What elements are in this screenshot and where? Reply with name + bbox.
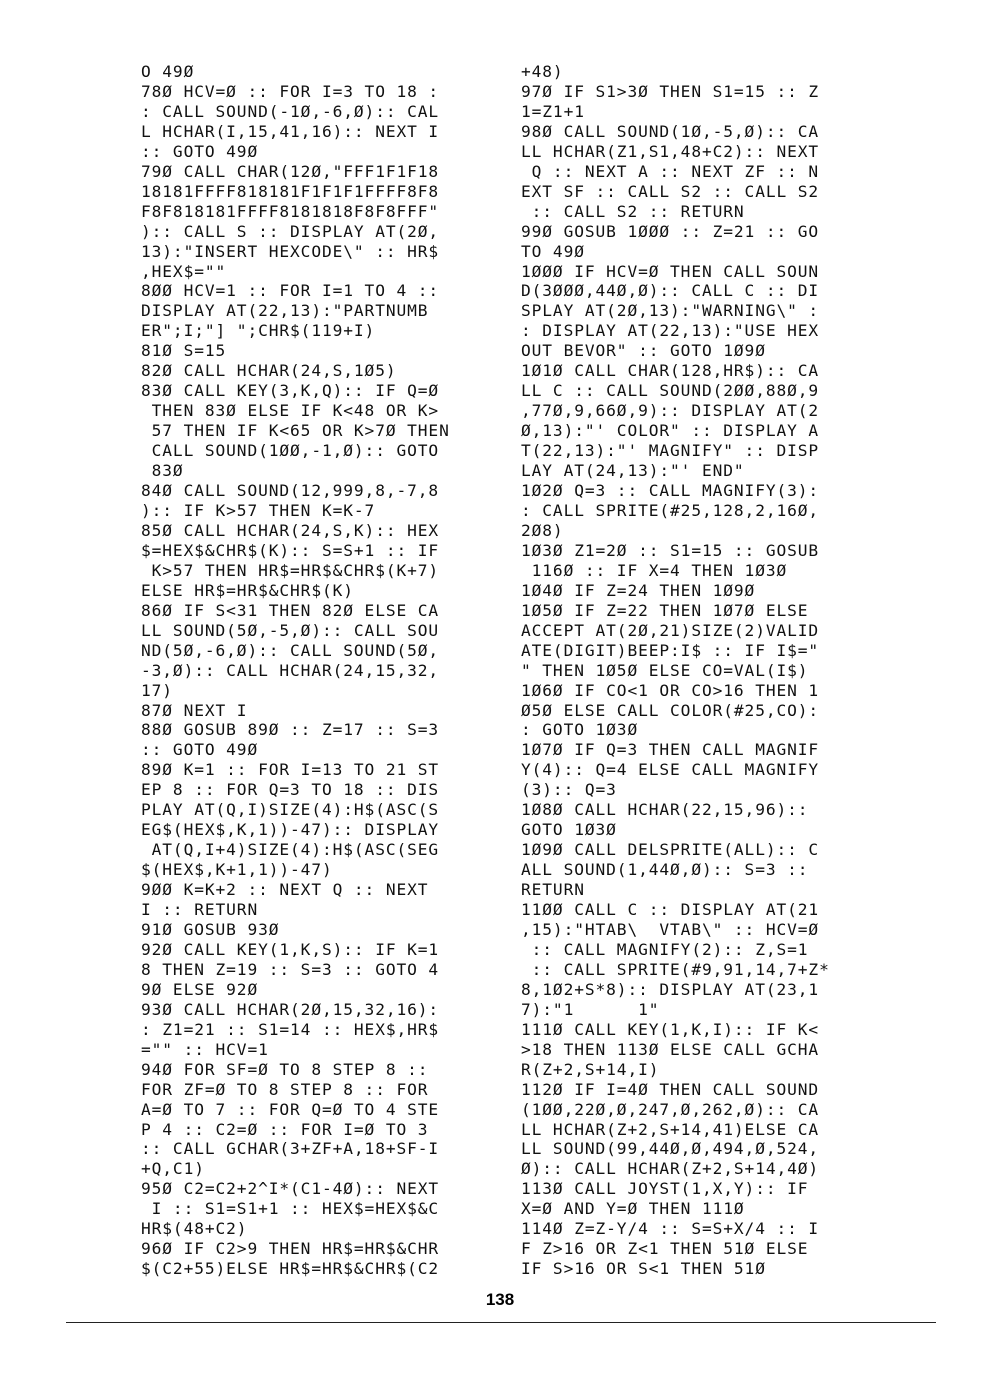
code-line: +Q,C1) <box>141 1159 205 1179</box>
code-line: 84Ø CALL SOUND(12,999,8,-7,8 <box>141 481 440 501</box>
code-line: +48) <box>521 62 564 81</box>
code-line: 81Ø S=15 <box>141 341 227 361</box>
code-line: LL HCHAR(Z1,S1,48+C2):: NEXT <box>521 141 820 161</box>
code-line: TO 49Ø <box>521 241 585 261</box>
code-line: 1Ø1Ø CALL CHAR(128,HR$):: CA <box>521 361 820 381</box>
code-line: 78Ø HCV=Ø :: FOR I=3 TO 18 : <box>141 81 440 101</box>
code-line: 1Ø9Ø CALL DELSPRITE(ALL):: C <box>521 840 820 860</box>
code-line: DISPLAY AT(22,13):"PARTNUMB <box>141 301 429 321</box>
code-line: -3,Ø):: CALL HCHAR(24,15,32, <box>141 660 440 680</box>
code-line: IF S>16 OR S<1 THEN 51Ø <box>521 1259 766 1279</box>
code-line: 8ØØ HCV=1 :: FOR I=1 TO 4 :: <box>141 281 440 301</box>
code-line: 18181FFFF818181F1F1F1FFFF8F8 <box>141 181 440 201</box>
code-line: ELSE HR$=HR$&CHR$(K) <box>141 580 354 600</box>
code-line: EG$(HEX$,K,1))-47):: DISPLAY <box>141 820 440 840</box>
code-line: (3):: Q=3 <box>521 780 617 800</box>
code-line: 83Ø <box>141 461 184 481</box>
code-line: FOR ZF=Ø TO 8 STEP 8 :: FOR <box>141 1079 429 1099</box>
code-line: 116Ø :: IF X=4 THEN 1Ø3Ø <box>521 560 788 580</box>
code-line: I :: S1=S1+1 :: HEX$=HEX$&C <box>141 1199 440 1219</box>
code-line: 83Ø CALL KEY(3,K,Q):: IF Q=Ø <box>141 381 440 401</box>
code-line: LAY AT(24,13):"' END" <box>521 461 745 481</box>
code-line: ,HEX$="" <box>141 261 227 281</box>
code-line: :: CALL GCHAR(3+ZF+A,18+SF-I <box>141 1139 440 1159</box>
code-line: ER";I;"] ";CHR$(119+I) <box>141 321 376 341</box>
code-line: GOTO 1Ø3Ø <box>521 820 617 840</box>
code-line: 95Ø C2=C2+2^I*(C1-4Ø):: NEXT <box>141 1179 440 1199</box>
code-line: 87Ø NEXT I <box>141 700 248 720</box>
code-line: F8F818181FFFF8181818F8F8FFF" <box>141 201 440 221</box>
code-line: RETURN <box>521 880 585 900</box>
code-line: LL SOUND(99,44Ø,Ø,494,Ø,524, <box>521 1139 820 1159</box>
code-line: CALL SOUND(1ØØ,-1,Ø):: GOTO <box>141 441 440 461</box>
code-line: Q :: NEXT A :: NEXT ZF :: N <box>521 161 820 181</box>
code-line: 113Ø CALL JOYST(1,X,Y):: IF <box>521 1179 809 1199</box>
code-line: 1Ø6Ø IF CO<1 OR CO>16 THEN 1 <box>521 680 820 700</box>
code-line: >18 THEN 113Ø ELSE CALL GCHA <box>521 1039 820 1059</box>
code-line: ND(5Ø,-6,Ø):: CALL SOUND(5Ø, <box>141 640 440 660</box>
code-line: ,77Ø,9,66Ø,9):: DISPLAY AT(2 <box>521 401 820 421</box>
code-line: 96Ø IF C2>9 THEN HR$=HR$&CHR <box>141 1239 440 1259</box>
code-line: 57 THEN IF K<65 OR K>7Ø THEN <box>141 421 450 441</box>
page-number: 138 <box>485 1290 515 1309</box>
code-line: 111Ø CALL KEY(1,K,I):: IF K< <box>521 1019 820 1039</box>
code-line: T(22,13):"' MAGNIFY" :: DISP <box>521 441 820 461</box>
code-line: : GOTO 1Ø3Ø <box>521 720 639 740</box>
code-line: EXT SF :: CALL S2 :: CALL S2 <box>521 181 820 201</box>
code-line: O 49Ø <box>141 62 195 81</box>
code-line: Ø):: CALL HCHAR(Z+2,S+14,4Ø) <box>521 1159 820 1179</box>
code-line: D(3ØØØ,44Ø,Ø):: CALL C :: DI <box>521 281 820 301</box>
code-line: : DISPLAY AT(22,13):"USE HEX <box>521 321 820 341</box>
code-line: 1=Z1+1 <box>521 101 585 121</box>
code-line: 85Ø CALL HCHAR(24,S,K):: HEX <box>141 520 440 540</box>
code-line: 88Ø GOSUB 89Ø :: Z=17 :: S=3 <box>141 720 440 740</box>
code-line: LL SOUND(5Ø,-5,Ø):: CALL SOU <box>141 620 440 640</box>
code-line: Ø,13):"' COLOR" :: DISPLAY A <box>521 421 820 441</box>
code-line: 8,1Ø2+S*8):: DISPLAY AT(23,1 <box>521 979 820 999</box>
code-line: ):: CALL S :: DISPLAY AT(2Ø, <box>141 221 440 241</box>
code-line: $(HEX$,K+1,1))-47) <box>141 860 333 880</box>
code-line: 92Ø CALL KEY(1,K,S):: IF K=1 <box>141 939 440 959</box>
code-line: $=HEX$&CHR$(K):: S=S+1 :: IF <box>141 540 440 560</box>
code-line: 1Ø4Ø IF Z=24 THEN 1Ø9Ø <box>521 580 756 600</box>
code-line: :: CALL SPRITE(#9,91,14,7+Z* <box>521 959 830 979</box>
code-line: 91Ø GOSUB 93Ø <box>141 919 280 939</box>
code-line: 9ØØ K=K+2 :: NEXT Q :: NEXT <box>141 880 429 900</box>
code-line: :: CALL S2 :: RETURN <box>521 201 745 221</box>
code-line: 97Ø IF S1>3Ø THEN S1=15 :: Z <box>521 81 820 101</box>
code-line: " THEN 1Ø5Ø ELSE CO=VAL(I$) <box>521 660 809 680</box>
listing-column-right <box>521 62 830 1279</box>
code-line: ALL SOUND(1,44Ø,Ø):: S=3 :: <box>521 860 809 880</box>
code-line: 1Ø7Ø IF Q=3 THEN CALL MAGNIF <box>521 740 820 760</box>
code-line: 11ØØ CALL C :: DISPLAY AT(21 <box>521 900 820 920</box>
code-line: SPLAY AT(2Ø,13):"WARNING\" : <box>521 301 820 321</box>
code-line: 99Ø GOSUB 1ØØØ :: Z=21 :: GO <box>521 221 820 241</box>
code-line: 79Ø CALL CHAR(12Ø,"FFF1F1F18 <box>141 161 440 181</box>
code-line: :: GOTO 49Ø <box>141 740 259 760</box>
code-line: 2Ø8) <box>521 520 564 540</box>
code-line: 89Ø K=1 :: FOR I=13 TO 21 ST <box>141 760 440 780</box>
code-line: ):: IF K>57 THEN K=K-7 <box>141 500 376 520</box>
code-line: ="" :: HCV=1 <box>141 1039 269 1059</box>
code-line: 17) <box>141 680 173 700</box>
code-line: 1Ø2Ø Q=3 :: CALL MAGNIFY(3): <box>521 481 820 501</box>
code-line: 114Ø Z=Z-Y/4 :: S=S+X/4 :: I <box>521 1219 820 1239</box>
code-line: 112Ø IF I=4Ø THEN CALL SOUND <box>521 1079 820 1099</box>
code-line: ACCEPT AT(2Ø,21)SIZE(2)VALID <box>521 620 820 640</box>
code-line: :: GOTO 49Ø <box>141 141 259 161</box>
code-line: P 4 :: C2=Ø :: FOR I=Ø TO 3 <box>141 1119 429 1139</box>
code-line: ATE(DIGIT)BEEP:I$ :: IF I$=" <box>521 640 820 660</box>
code-line: R(Z+2,S+14,I) <box>521 1059 660 1079</box>
code-line: LL HCHAR(Z+2,S+14,41)ELSE CA <box>521 1119 820 1139</box>
code-line: A=Ø TO 7 :: FOR Q=Ø TO 4 STE <box>141 1099 440 1119</box>
code-line: HR$(48+C2) <box>141 1219 248 1239</box>
code-line: EP 8 :: FOR Q=3 TO 18 :: DIS <box>141 780 440 800</box>
listing-column-left <box>141 62 450 1279</box>
code-line: 94Ø FOR SF=Ø TO 8 STEP 8 :: <box>141 1059 429 1079</box>
code-line: AT(Q,I+4)SIZE(4):H$(ASC(SEG <box>141 840 440 860</box>
code-line: : CALL SOUND(-1Ø,-6,Ø):: CAL <box>141 101 440 121</box>
code-line: LL C :: CALL SOUND(2ØØ,88Ø,9 <box>521 381 820 401</box>
code-line: $(C2+55)ELSE HR$=HR$&CHR$(C2 <box>141 1259 440 1279</box>
code-line: PLAY AT(Q,I)SIZE(4):H$(ASC(S <box>141 800 440 820</box>
code-line: 1Ø3Ø Z1=2Ø :: S1=15 :: GOSUB <box>521 540 820 560</box>
code-line: Y(4):: Q=4 ELSE CALL MAGNIFY <box>521 760 820 780</box>
code-line: F Z>16 OR Z<1 THEN 51Ø ELSE <box>521 1239 809 1259</box>
code-line: : CALL SPRITE(#25,128,2,16Ø, <box>521 500 820 520</box>
code-line: L HCHAR(I,15,41,16):: NEXT I <box>141 121 440 141</box>
code-line: 98Ø CALL SOUND(1Ø,-5,Ø):: CA <box>521 121 820 141</box>
code-line: OUT BEVOR" :: GOTO 1Ø9Ø <box>521 341 766 361</box>
code-line: K>57 THEN HR$=HR$&CHR$(K+7) <box>141 560 440 580</box>
code-line: : Z1=21 :: S1=14 :: HEX$,HR$ <box>141 1019 440 1039</box>
code-line: 7):"1 1" <box>521 999 660 1019</box>
code-line: 8 THEN Z=19 :: S=3 :: GOTO 4 <box>141 959 440 979</box>
code-line: ,15):"HTAB\ VTAB\" :: HCV=Ø <box>521 919 820 939</box>
code-line: 86Ø IF S<31 THEN 82Ø ELSE CA <box>141 600 440 620</box>
code-line: I :: RETURN <box>141 900 259 920</box>
code-line: Ø5Ø ELSE CALL COLOR(#25,CO): <box>521 700 820 720</box>
code-line: 1Ø8Ø CALL HCHAR(22,15,96):: <box>521 800 809 820</box>
code-line: (1ØØ,22Ø,Ø,247,Ø,262,Ø):: CA <box>521 1099 820 1119</box>
code-line: 1ØØØ IF HCV=Ø THEN CALL SOUN <box>521 261 820 281</box>
code-line: 9Ø ELSE 92Ø <box>141 979 259 999</box>
code-line: 93Ø CALL HCHAR(2Ø,15,32,16): <box>141 999 440 1019</box>
code-line: :: CALL MAGNIFY(2):: Z,S=1 <box>521 939 809 959</box>
code-line: THEN 83Ø ELSE IF K<48 OR K> <box>141 401 440 421</box>
code-line: 1Ø5Ø IF Z=22 THEN 1Ø7Ø ELSE <box>521 600 809 620</box>
footer-rule <box>66 1322 936 1323</box>
code-line: 13):"INSERT HEXCODE\" :: HR$ <box>141 241 440 261</box>
code-line: X=Ø AND Y=Ø THEN 111Ø <box>521 1199 745 1219</box>
code-line: 82Ø CALL HCHAR(24,S,1Ø5) <box>141 361 397 381</box>
